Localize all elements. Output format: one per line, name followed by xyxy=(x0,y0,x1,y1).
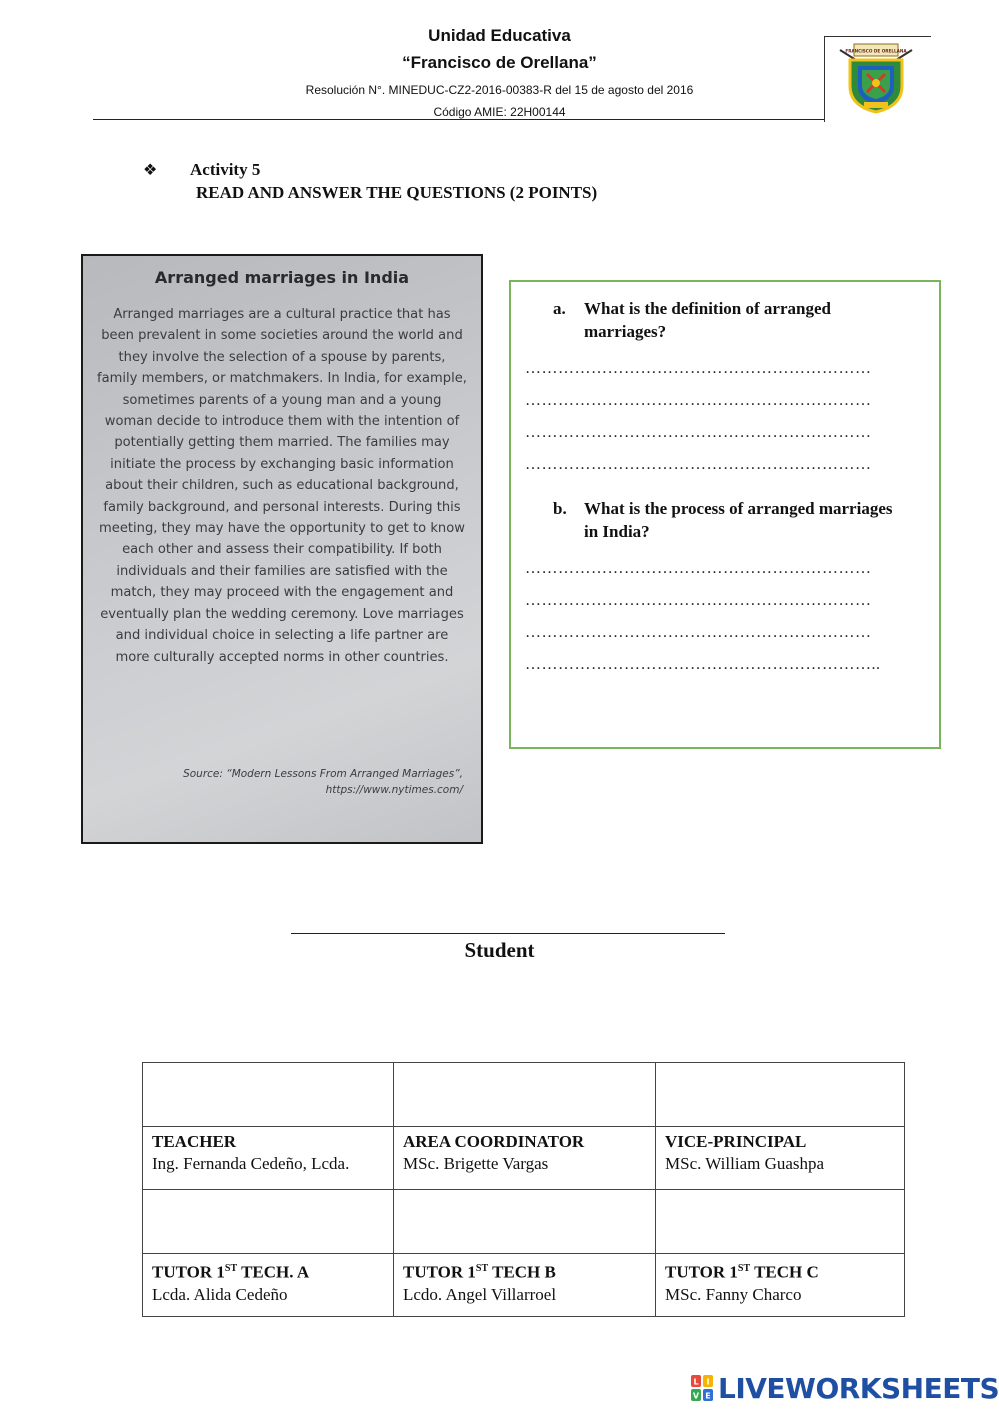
question-b-line1: What is the process of arranged marriages xyxy=(584,499,893,518)
teacher-role: TEACHER xyxy=(152,1132,237,1151)
question-a-line1: What is the definition of arranged xyxy=(584,299,831,318)
student-label: Student xyxy=(464,938,535,962)
area-coordinator-cell xyxy=(394,1127,656,1190)
svg-text:E: E xyxy=(705,1391,711,1401)
answer-b-line-4[interactable]: ……………………………………………………….. xyxy=(525,656,881,673)
vice-principal-role: VICE-PRINCIPAL xyxy=(665,1132,807,1151)
teacher-name: Ing. Fernanda Cedeño, Lcda. xyxy=(152,1154,350,1173)
signature-table xyxy=(142,1062,905,1317)
area-coordinator-name: MSc. Brigette Vargas xyxy=(403,1154,549,1173)
tutor-c-name: MSc. Fanny Charco xyxy=(665,1284,802,1304)
question-a-letter: a. xyxy=(553,299,566,318)
signature-space-row xyxy=(143,1190,905,1254)
answer-a-line-1[interactable]: ……………………………………………………… xyxy=(525,360,872,377)
header-divider xyxy=(93,119,825,120)
signature-cell xyxy=(656,1063,905,1127)
signature-space-row xyxy=(143,1063,905,1127)
tutor-b-name: Lcdo. Angel Villarroel xyxy=(403,1284,557,1304)
reading-source xyxy=(183,766,463,798)
question-b-letter: b. xyxy=(553,499,567,518)
svg-text:I: I xyxy=(706,1377,710,1387)
tutor-a-role: TUTOR 1ST TECH. A xyxy=(152,1262,310,1282)
signature-cell xyxy=(656,1190,905,1254)
school-name-line1: Unidad Educativa xyxy=(428,26,571,45)
tutor-b-cell xyxy=(394,1254,656,1317)
teacher-cell xyxy=(143,1127,394,1190)
activity-title: Activity 5 xyxy=(190,160,261,179)
question-a-line2: marriages? xyxy=(584,322,667,341)
activity-instruction: READ AND ANSWER THE QUESTIONS (2 POINTS) xyxy=(196,183,598,202)
answer-a-line-4[interactable]: ……………………………………………………… xyxy=(525,456,872,473)
vice-principal-cell xyxy=(656,1127,905,1190)
question-b-line2: in India? xyxy=(584,522,650,541)
reading-body: Arranged marriages are a cultural practice that has been prevalent in some societies around the world and they involve the selection of a spouse by parents, family members, or matchmakers. In India, for example, sometimes parents of a young man and a young woman decide to introduce them with the intention of potentially getting them married. The families may initiate the process by exchanging basic information about their children, such as educational background, family background, and personal interests. During this meeting, they may have the opportunity to get to know each other and assess their compatibility. If both individuals and their families are satisfied with the match, they may proceed with the engagement and eventually plan the wedding ceremony. Love marriages and individual choice in selecting a life partner are more culturally accepted norms in other countries. xyxy=(97,307,467,665)
answer-b-line-1[interactable]: ……………………………………………………… xyxy=(525,560,872,577)
signature-cell xyxy=(143,1190,394,1254)
amie-code: Código AMIE: 22H00144 xyxy=(433,105,566,119)
school-name-line2: “Francisco de Orellana” xyxy=(402,53,597,72)
svg-text:V: V xyxy=(692,1391,700,1401)
tutor-a-cell xyxy=(143,1254,394,1317)
tutor-b-role: TUTOR 1ST TECH B xyxy=(403,1262,556,1282)
reading-source-line1: Source: “Modern Lessons From Arranged Marriages”, xyxy=(183,768,463,780)
liveworksheets-logo-icon xyxy=(690,1374,714,1402)
area-coordinator-role: AREA COORDINATOR xyxy=(403,1132,585,1151)
signature-names-row xyxy=(143,1254,905,1317)
school-crest-logo xyxy=(836,40,916,114)
answer-b-line-2[interactable]: ……………………………………………………… xyxy=(525,592,872,609)
liveworksheets-brand[interactable] xyxy=(690,1372,999,1404)
vice-principal-name: MSc. William Guashpa xyxy=(665,1154,825,1173)
reading-source-line2: https://www.nytimes.com/ xyxy=(325,784,463,796)
questions-box xyxy=(509,280,941,749)
answer-a-line-3[interactable]: ……………………………………………………… xyxy=(525,424,872,441)
brand-name: LIVEWORKSHEETS xyxy=(718,1371,999,1405)
answer-b-line-3[interactable]: ……………………………………………………… xyxy=(525,624,872,641)
signature-cell xyxy=(143,1063,394,1127)
signature-cell xyxy=(394,1190,656,1254)
resolution-text: Resolución N°. MINEDUC-CZ2-2016-00383-R del 15 de agosto del 2016 xyxy=(305,83,694,97)
tutor-c-role: TUTOR 1ST TECH C xyxy=(665,1262,819,1282)
reading-title: Arranged marriages in India xyxy=(154,268,410,287)
bullet-icon: ❖ xyxy=(143,162,158,179)
question-a-text xyxy=(584,297,831,343)
signature-names-row xyxy=(143,1127,905,1190)
tutor-a-name: Lcda. Alida Cedeño xyxy=(152,1284,288,1304)
signature-cell xyxy=(394,1063,656,1127)
tutor-c-cell xyxy=(656,1254,905,1317)
student-signature-line xyxy=(291,933,725,934)
question-b-text xyxy=(584,497,892,543)
reading-passage-photo xyxy=(81,254,483,844)
svg-text:L: L xyxy=(693,1377,699,1387)
logo-banner-text: FRANCISCO DE ORELLANA xyxy=(845,48,907,54)
answer-a-line-2[interactable]: ……………………………………………………… xyxy=(525,392,872,409)
